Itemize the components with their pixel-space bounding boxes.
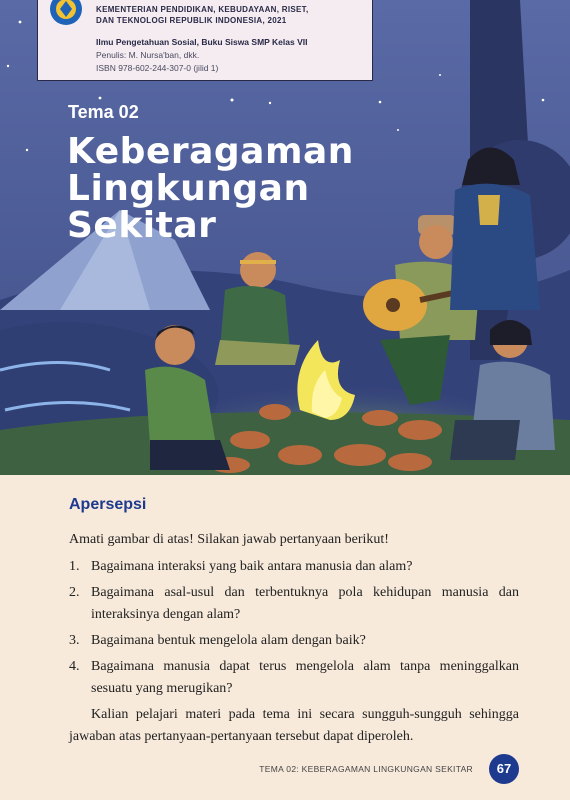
copyright-box xyxy=(37,0,373,81)
running-footer: TEMA 02: KEBERAGAMAN LINGKUNGAN SEKITAR xyxy=(259,764,473,774)
question-list xyxy=(69,556,519,700)
question-text: Bagaimana manusia dapat terus mengelola alam tanpa meninggalkan sesuatu yang merugikan? xyxy=(91,659,519,696)
question-number: 4. xyxy=(69,659,80,674)
closing-paragraph: Kalian pelajari materi pada tema ini secara sungguh-sungguh sehingga jawaban atas pertanyaan-pertanyaan tersebut dapat diperoleh. xyxy=(69,707,519,744)
question-text: Bagaimana interaksi yang baik antara manusia dan alam? xyxy=(91,559,413,574)
question-number: 3. xyxy=(69,633,80,648)
theme-title-line-3: Sekitar xyxy=(67,205,217,246)
copyright-line-2: DAN TEKNOLOGI REPUBLIK INDONESIA, 2021 xyxy=(96,16,287,25)
ministry-logo-icon xyxy=(46,0,86,29)
question-number: 2. xyxy=(69,585,80,600)
question-item xyxy=(69,556,519,578)
section-intro: Amati gambar di atas! Silakan jawab pertanyaan berikut! xyxy=(69,532,389,547)
isbn-line: ISBN 978-602-244-307-0 (jilid 1) xyxy=(96,63,219,73)
question-text: Bagaimana asal-usul dan terbentuknya pola kehidupan manusia dan interaksinya dengan alam? xyxy=(91,585,519,622)
page-number-badge: 67 xyxy=(489,754,519,784)
theme-title-line-1: Keberagaman xyxy=(67,131,354,172)
theme-title xyxy=(67,133,354,244)
section-title: Apersepsi xyxy=(69,496,147,513)
author-line: Penulis: M. Nursa'ban, dkk. xyxy=(96,50,200,60)
question-text: Bagaimana bentuk mengelola alam dengan baik? xyxy=(91,633,366,648)
book-title: Ilmu Pengetahuan Sosial, Buku Siswa SMP Kelas VII xyxy=(96,37,308,47)
question-item xyxy=(69,582,519,626)
apersepsi-section xyxy=(69,496,519,762)
theme-number: Tema 02 xyxy=(68,102,139,122)
copyright-line-1: KEMENTERIAN PENDIDIKAN, KEBUDAYAAN, RISET, xyxy=(96,5,309,14)
question-item xyxy=(69,630,519,652)
question-number: 1. xyxy=(69,559,80,574)
theme-title-line-2: Lingkungan xyxy=(67,168,310,209)
question-item xyxy=(69,656,519,700)
